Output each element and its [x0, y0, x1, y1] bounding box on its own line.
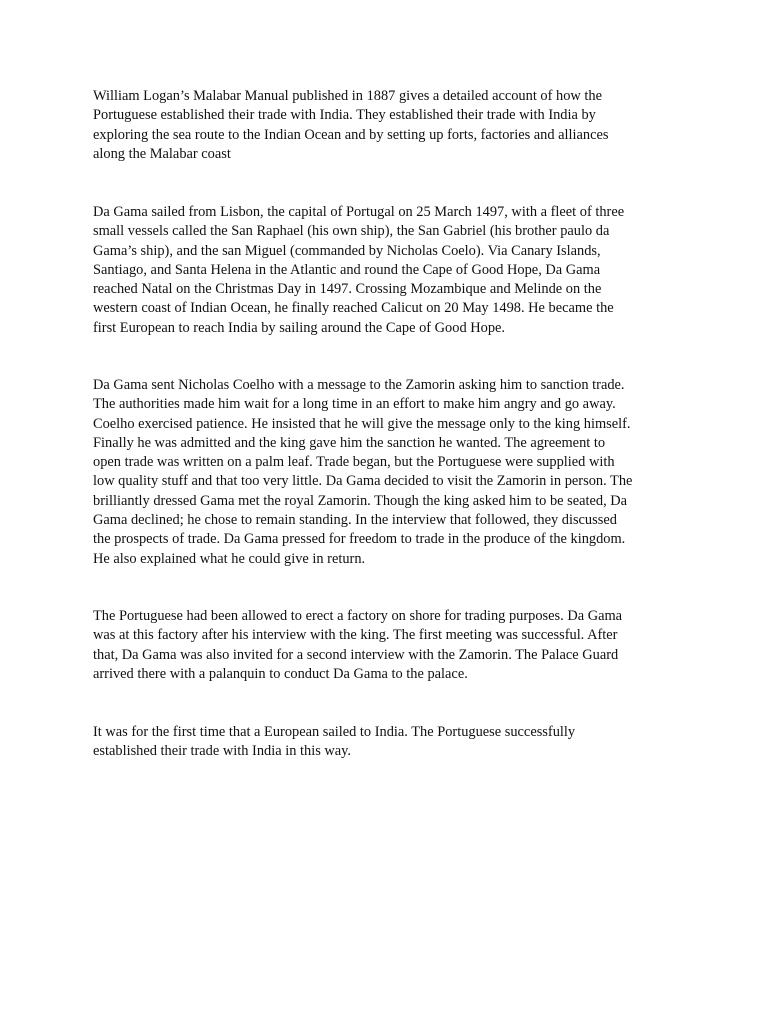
text-line: Portuguese established their trade with India. They established their trade with India by: [93, 107, 596, 124]
text-line: that, Da Gama was also invited for a second interview with the Zamorin. The Palace Guard: [93, 646, 619, 663]
text-line: Finally he was admitted and the king gave him the sanction he wanted. The agreement to: [93, 434, 606, 451]
text-line: first European to reach India by sailing around the Cape of Good Hope.: [93, 319, 506, 336]
text-line: Gama declined; he chose to remain standing. In the interview that followed, they discussed: [93, 512, 617, 529]
text-line: Da Gama sailed from Lisbon, the capital of Portugal on 25 March 1497, with a fleet of three: [93, 204, 625, 220]
text-line: the prospects of trade. Da Gama pressed for freedom to trade in the produce of the kingdom.: [93, 531, 626, 548]
text-line: western coast of Indian Ocean, he finally reached Calicut on 20 May 1498. He became the: [93, 300, 614, 317]
text-line: The Portuguese had been allowed to erect a factory on shore for trading purposes. Da Gama: [93, 608, 623, 624]
text-line: low quality stuff and that too very little. Da Gama decided to visit the Zamorin in person. The: [93, 473, 633, 490]
paragraph-conclusion: [93, 723, 683, 762]
text-line: established their trade with India in this way.: [93, 743, 352, 760]
text-line: was at this factory after his interview with the king. The first meeting was successful. After: [93, 627, 618, 644]
paragraph-logan-malabar-manual: [93, 87, 683, 164]
paragraph-zamorin-meeting: [93, 376, 683, 569]
text-line: brilliantly dressed Gama met the royal Zamorin. Though the king asked him to be seated, Da: [93, 492, 628, 509]
text-line: Santiago, and Santa Helena in the Atlantic and round the Cape of Good Hope, Da Gama: [93, 261, 601, 278]
text-line: Gama’s ship), and the san Miguel (commanded by Nicholas Coelo). Via Canary Islands,: [93, 242, 601, 259]
text-line: The authorities made him wait for a long time in an effort to make him angry and go away.: [93, 396, 616, 413]
text-line: open trade was written on a palm leaf. Trade began, but the Portuguese were supplied with: [93, 454, 615, 471]
text-line: exploring the sea route to the Indian Ocean and by setting up forts, factories and alliances: [93, 126, 609, 143]
text-line: Da Gama sent Nicholas Coelho with a message to the Zamorin asking him to sanction trade.: [93, 377, 625, 393]
paragraph-factory-on-shore: [93, 607, 683, 684]
text-line: small vessels called the San Raphael (his own ship), the San Gabriel (his brother paulo da: [93, 223, 610, 240]
text-line: along the Malabar coast: [93, 145, 231, 162]
text-line: It was for the first time that a European sailed to India. The Portuguese successfully: [93, 724, 576, 740]
text-line: reached Natal on the Christmas Day in 1497. Crossing Mozambique and Melinde on the: [93, 281, 602, 298]
paragraph-da-gama-voyage: [93, 203, 683, 338]
text-line: He also explained what he could give in return.: [93, 550, 366, 567]
text-line: arrived there with a palanquin to conduct Da Gama to the palace.: [93, 665, 468, 682]
text-line: William Logan’s Malabar Manual published in 1887 gives a detailed account of how the: [93, 88, 602, 104]
text-line: Coelho exercised patience. He insisted that he will give the message only to the king himself.: [93, 415, 631, 432]
